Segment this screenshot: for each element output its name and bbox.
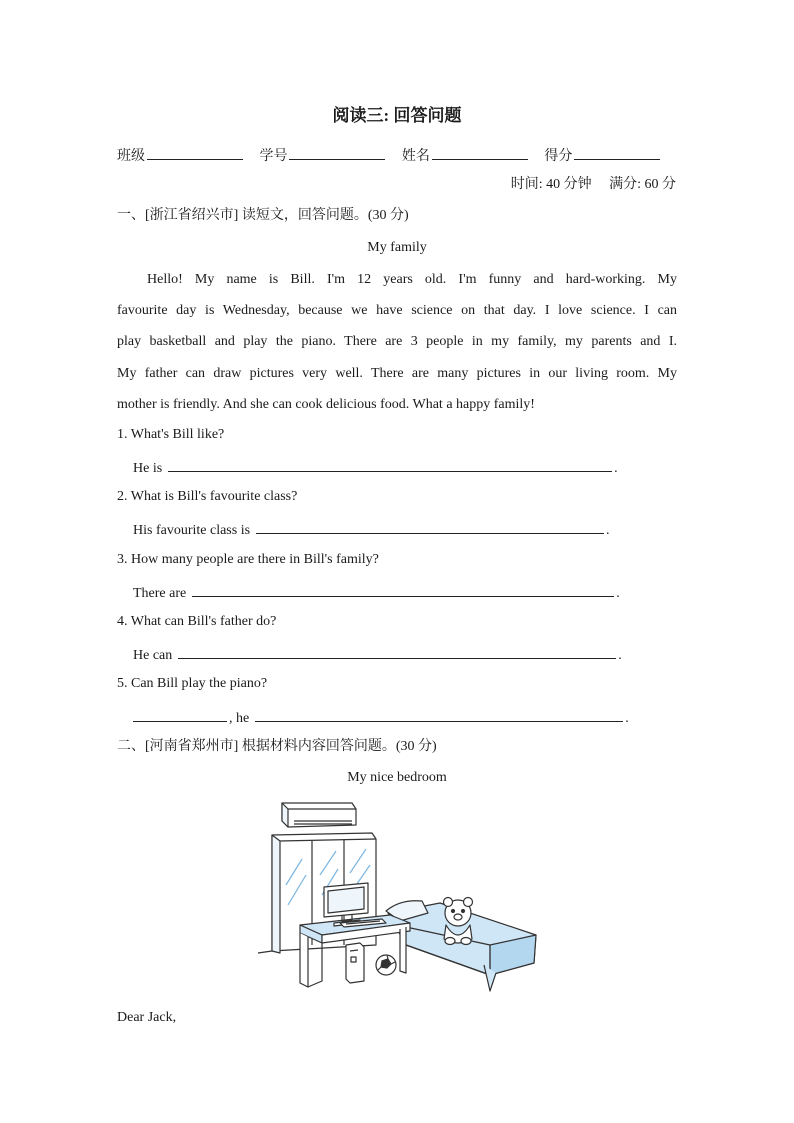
number-field[interactable] [289, 144, 385, 160]
answer-prefix: There are [133, 586, 187, 601]
answer-line-3 [133, 581, 620, 604]
info-line [117, 144, 662, 166]
answer-blank-yes-no[interactable] [133, 706, 227, 722]
score-label: 得分 [544, 148, 573, 164]
number-label: 学号 [259, 148, 288, 164]
answer-line-5 [133, 706, 629, 729]
question-4: 4. What can Bill's father do? [117, 614, 277, 629]
question-1: 1. What's Bill like? [117, 427, 225, 442]
question-5: 5. Can Bill play the piano? [117, 676, 268, 691]
section1-passage [117, 264, 677, 420]
answer-period: . [616, 586, 620, 601]
passage-line: favourite day is Wednesday, because we have science on that day. I love science. I can [117, 303, 677, 319]
score-field[interactable] [574, 144, 660, 160]
question-2: 2. What is Bill's favourite class? [117, 489, 298, 504]
answer-period: . [606, 523, 610, 538]
class-field[interactable] [147, 144, 243, 160]
passage-line: play basketball and play the piano. There are 3 people in my family, my parents and I. [117, 334, 677, 350]
answer-period: . [614, 461, 618, 476]
air-conditioner-icon [282, 803, 356, 827]
passage-line: My father can draw pictures very well. There are many pictures in our living room. My [117, 365, 677, 381]
football-icon [376, 955, 396, 975]
teddy-bear-icon [444, 898, 473, 945]
computer-case-icon [346, 943, 364, 983]
answer-period: . [618, 648, 622, 663]
question-3: 3. How many people are there in Bill's family? [117, 552, 379, 567]
time-text: 时间: 40 分钟 [510, 177, 592, 192]
name-label: 姓名 [401, 148, 430, 164]
answer-blank[interactable] [255, 706, 623, 722]
answer-prefix: , he [229, 711, 250, 726]
full-score-text: 满分: 60 分 [609, 177, 676, 192]
answer-period: . [625, 711, 629, 726]
page-title: 阅读三: 回答问题 [332, 106, 462, 125]
answer-line-4 [133, 643, 622, 666]
answer-prefix: He can [133, 648, 173, 663]
answer-blank[interactable] [168, 456, 612, 472]
class-label: 班级 [117, 148, 145, 164]
passage-line: Hello! My name is Bill. I'm 12 years old. I'm funny and hard-working. My [147, 272, 677, 287]
answer-blank[interactable] [178, 643, 616, 659]
passage-line: mother is friendly. And she can cook delicious food. What a happy family! [117, 396, 535, 412]
section1-passage-title: My family [367, 240, 427, 255]
letter-greeting: Dear Jack, [117, 1010, 177, 1025]
name-field[interactable] [432, 144, 528, 160]
answer-blank[interactable] [192, 581, 614, 597]
answer-line-1 [133, 456, 618, 479]
answer-blank[interactable] [256, 518, 604, 534]
section2-passage-title: My nice bedroom [347, 770, 447, 785]
bedroom-illustration [250, 795, 550, 995]
answer-prefix: He is [133, 461, 163, 476]
section2-heading: 二、[河南省郑州市] 根据材料内容回答问题。(30 分) [117, 739, 437, 754]
section1-heading: 一、[浙江省绍兴市] 读短文，回答问题。(30 分) [117, 208, 409, 223]
answer-line-2 [133, 518, 610, 541]
time-score-line [511, 175, 676, 195]
answer-prefix: His favourite class is [133, 523, 251, 538]
